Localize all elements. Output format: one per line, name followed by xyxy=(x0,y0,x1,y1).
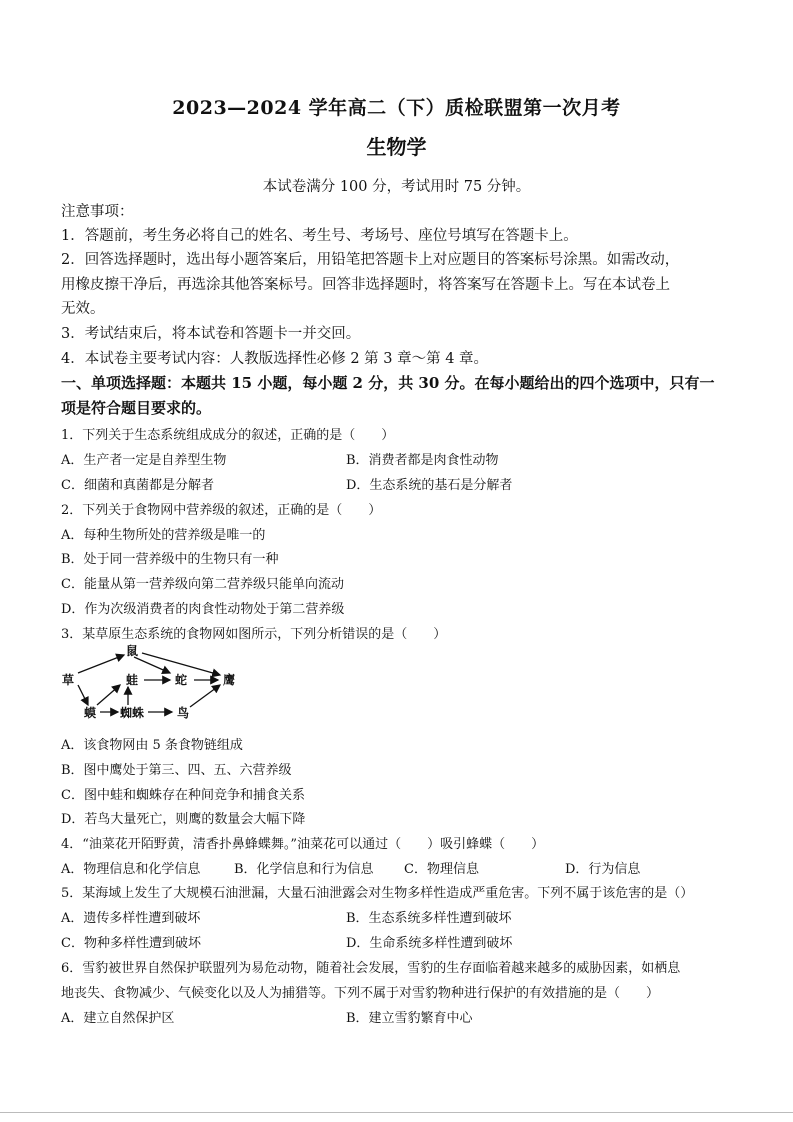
q2-option-b: B．处于同一营养级中的生物只有一种 xyxy=(61,552,279,567)
subject-title: 生物学 xyxy=(366,135,427,159)
node-spider: 蜘蛛 xyxy=(120,706,145,720)
note-item-2-line-3: 无效。 xyxy=(61,301,105,317)
q5-option-a: A．遗传多样性遭到破坏 xyxy=(61,911,201,926)
q1-stem: 1．下列关于生态系统组成成分的叙述，正确的是（ ） xyxy=(61,428,395,443)
q2-stem: 2．下列关于食物网中营养级的叙述，正确的是（ ） xyxy=(61,503,382,518)
note-item-2-line-2: 用橡皮擦干净后，再选涂其他答案标号。回答非选择题时，将答案写在答题卡上。写在本试卷上 xyxy=(61,277,670,293)
q2-option-c: C．能量从第一营养级向第二营养级只能单向流动 xyxy=(61,577,344,592)
q5-option-b: B．生态系统多样性遭到破坏 xyxy=(346,911,512,926)
q4-option-a: A．物理信息和化学信息 xyxy=(61,862,201,877)
node-hawk: 鹰 xyxy=(223,673,236,687)
arrow-grass-mouse xyxy=(78,655,124,673)
q1-option-c: C．细菌和真菌都是分解者 xyxy=(61,478,214,493)
q4-option-d: D．行为信息 xyxy=(565,862,641,877)
q3-option-d: D．若鸟大量死亡，则鹰的数量会大幅下降 xyxy=(61,812,306,827)
q1-option-d: D．生态系统的基石是分解者 xyxy=(346,478,513,493)
q4-option-b: B．化学信息和行为信息 xyxy=(234,862,374,877)
note-item-4: 4．本试卷主要考试内容：人教版选择性必修 2 第 3 章～第 4 章。 xyxy=(61,351,489,367)
node-grass: 草 xyxy=(62,673,75,687)
q1-option-b: B．消费者都是肉食性动物 xyxy=(346,453,499,468)
q4-stem: 4．“油菜花开陌野黄，清香扑鼻蜂蝶舞。”油菜花可以通过（ ）吸引蜂蝶（ ） xyxy=(61,837,545,852)
note-item-1: 1．答题前，考生务必将自己的姓名、考生号、考场号、座位号填写在答题卡上。 xyxy=(61,228,578,244)
node-mouse: 鼠 xyxy=(126,644,139,658)
arrow-bird-hawk xyxy=(190,685,220,707)
q2-option-a: A．每种生物所处的营养级是唯一的 xyxy=(61,528,266,543)
arrow-grass-cricket xyxy=(78,685,88,705)
arrow-mouse-hawk xyxy=(142,653,220,675)
q5-stem: 5．某海域上发生了大规模石油泄漏，大量石油泄露会对生物多样性造成严重危害。下列不属于该危害的是（） xyxy=(61,886,694,901)
q3-stem: 3．某草原生态系统的食物网如图所示，下列分析错误的是（ ） xyxy=(61,627,447,642)
node-cricket: 蟆 xyxy=(84,706,97,720)
q4-option-c: C．物理信息 xyxy=(404,862,479,877)
q6-option-b: B．建立雪豹繁育中心 xyxy=(346,1011,473,1026)
node-snake: 蛇 xyxy=(175,673,188,687)
node-bird: 鸟 xyxy=(177,706,190,720)
q6-option-a: A．建立自然保护区 xyxy=(61,1011,175,1026)
q1-option-a: A．生产者一定是自养型生物 xyxy=(61,453,227,468)
food-web-diagram xyxy=(60,643,250,725)
notes-heading: 注意事项： xyxy=(61,204,134,220)
q3-option-a: A．该食物网由 5 条食物链组成 xyxy=(61,738,243,753)
note-item-3: 3．考试结束后，将本试卷和答题卡一并交回。 xyxy=(61,326,361,342)
section-heading-line-2: 项是符合题目要求的。 xyxy=(61,399,212,417)
q3-option-c: C．图中蛙和蜘蛛存在种间竞争和捕食关系 xyxy=(61,788,305,803)
q5-option-d: D．生命系统多样性遭到破坏 xyxy=(346,936,513,951)
note-item-2-line-1: 2．回答选择题时，选出每小题答案后，用铅笔把答题卡上对应题目的答案标号涂黑。如需改动， xyxy=(61,252,680,268)
arrow-cricket-frog xyxy=(97,685,120,705)
exam-info: 本试卷满分 100 分，考试用时 75 分钟。 xyxy=(262,179,531,195)
q5-option-c: C．物种多样性遭到破坏 xyxy=(61,936,201,951)
q6-stem-line-2: 地丧失、食物减少、气候变化以及人为捕猎等。下列不属于对雪豹物种进行保护的有效措施的是（ ） xyxy=(61,986,660,1001)
q3-option-b: B．图中鹰处于第三、四、五、六营养级 xyxy=(61,763,292,778)
page-bottom-divider xyxy=(0,1112,793,1113)
q6-stem-line-1: 6．雪豹被世界自然保护联盟列为易危动物，随着社会发展，雪豹的生存面临着越来越多的威胁因素，如栖息 xyxy=(61,961,681,976)
q2-option-d: D．作为次级消费者的肉食性动物处于第二营养级 xyxy=(61,602,345,617)
exam-title: 2023—2024 学年高二（下）质检联盟第一次月考 xyxy=(172,97,621,119)
node-frog: 蛙 xyxy=(126,673,139,687)
section-heading-line-1: 一、单项选择题：本题共 15 小题，每小题 2 分，共 30 分。在每小题给出的四个选项中，只有一 xyxy=(61,374,715,392)
